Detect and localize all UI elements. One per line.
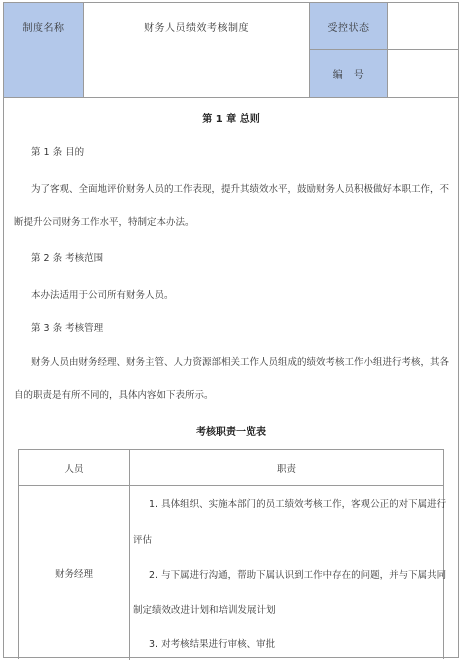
document-header-table	[4, 3, 458, 98]
column-header-duty: 职责	[130, 450, 443, 486]
table-cell-person: 财务经理	[19, 486, 130, 660]
column-header-person: 人员	[19, 450, 130, 486]
duty-line: 1. 具体组织、实施本部门的员工绩效考核工作，客观公正的对下属进行	[149, 499, 447, 510]
table-title: 考核职责一览表	[196, 427, 266, 438]
document-number-label: 编 号	[310, 50, 388, 98]
article-body-line: 为了客观、全面地评价财务人员的工作表现，提升其绩效水平，鼓励财务人员积极做好本职工作，不	[31, 184, 450, 195]
duty-line: 制定绩效改进计划和培训发展计划	[133, 605, 276, 616]
control-status-label: 受控状态	[310, 3, 388, 50]
article-body-line: 自的职责是有所不同的，具体内容如下表所示。	[14, 390, 214, 401]
duty-line: 2. 与下属进行沟通，帮助下属认识到工作中存在的问题，并与下属共同	[149, 570, 447, 581]
policy-document	[3, 2, 459, 658]
chapter-title: 第 1 章 总则	[202, 114, 260, 125]
article-title: 第 1 条 目的	[31, 147, 85, 158]
article-body-line: 本办法适用于公司所有财务人员。	[31, 290, 174, 301]
article-body-line: 财务人员由财务经理、财务主管、人力资源部相关工作人员组成的绩效考核工作小组进行考核，其各	[31, 357, 450, 368]
policy-name-value: 财务人员绩效考核制度	[84, 3, 310, 98]
duty-table	[18, 449, 447, 659]
article-body-line: 断提升公司财务工作水平，特制定本办法。	[14, 217, 195, 228]
document-number-value	[388, 50, 458, 98]
duty-line: 评估	[133, 535, 153, 546]
duty-line: 3. 对考核结果进行审核、审批	[149, 639, 276, 650]
policy-name-label: 制度名称	[4, 3, 84, 98]
article-title: 第 3 条 考核管理	[31, 323, 104, 334]
article-title: 第 2 条 考核范围	[31, 253, 104, 264]
control-status-value	[388, 3, 458, 50]
